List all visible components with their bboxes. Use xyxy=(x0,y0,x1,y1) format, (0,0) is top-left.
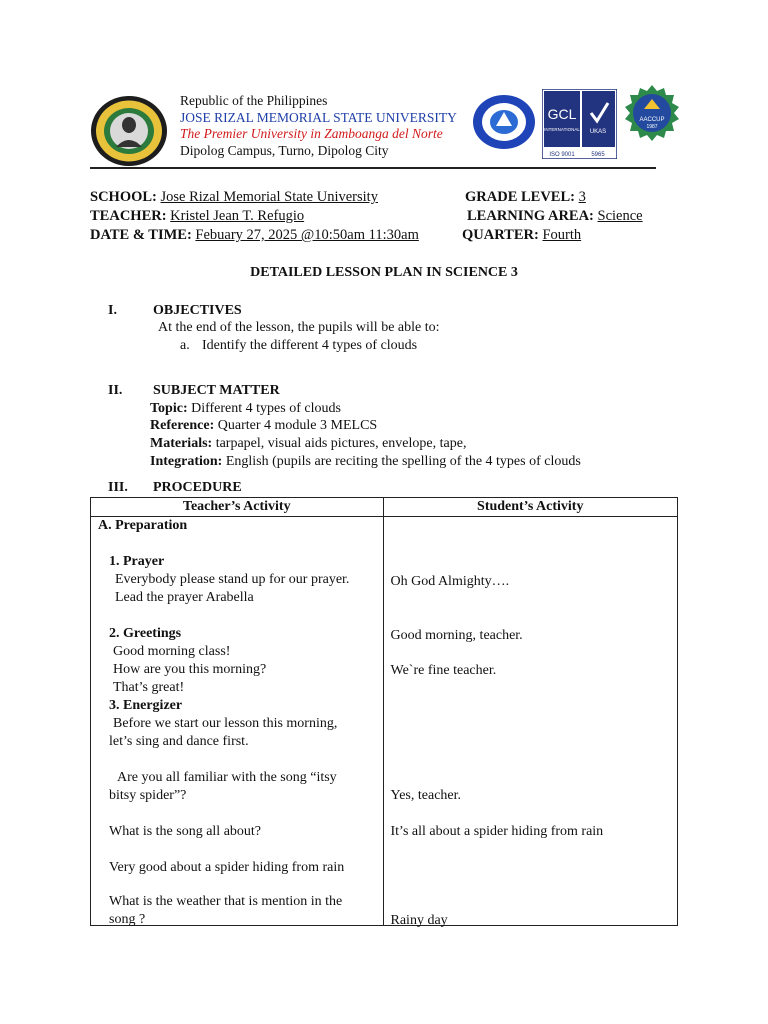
question-1-line-1: Are you all familiar with the song “itsy xyxy=(117,770,337,785)
svg-text:UKAS: UKAS xyxy=(589,129,607,135)
integration-value: English (pupils are reciting the spelling of the 4 types of clouds xyxy=(225,454,581,469)
prayer-heading: 1. Prayer xyxy=(109,554,165,569)
procedure-table-header xyxy=(91,498,678,517)
svg-text:AACCUP: AACCUP xyxy=(639,117,665,123)
quarter-row xyxy=(462,226,581,244)
objectives-intro: At the end of the lesson, the pupils will be able to: xyxy=(158,320,440,335)
letterhead-text xyxy=(180,93,457,159)
topic-label: Topic: xyxy=(150,401,188,416)
student-greeting: Good morning, teacher. xyxy=(390,628,523,643)
procedure-numeral: III. xyxy=(108,480,128,495)
energizer-line-1: Before we start our lesson this morning, xyxy=(113,716,338,731)
svg-text:INTERNATIONAL: INTERNATIONAL xyxy=(544,127,580,132)
question-1-line-2: bitsy spider”? xyxy=(109,788,187,803)
greetings-line-3: That’s great! xyxy=(113,680,185,695)
materials-value: tarpapel, visual aids pictures, envelope, tape, xyxy=(215,436,467,451)
university-tagline: The Premier University in Zamboanga del Norte xyxy=(180,126,443,141)
teacher-row xyxy=(90,207,304,225)
grade-row xyxy=(465,188,586,206)
student-fine: We`re fine teacher. xyxy=(390,663,497,678)
school-row xyxy=(90,188,378,206)
materials-label: Materials: xyxy=(150,436,213,451)
materials-line xyxy=(150,435,466,452)
greetings-line-2: How are you this morning? xyxy=(113,662,267,677)
question-4-line-2: song ? xyxy=(109,912,146,927)
university-name: JOSE RIZAL MEMORIAL STATE UNIVERSITY xyxy=(180,109,457,125)
quarter-value: Fourth xyxy=(542,227,582,243)
student-activity-header: Student’s Activity xyxy=(383,498,678,517)
grade-value: 3 xyxy=(578,189,586,205)
procedure-table xyxy=(90,497,678,926)
learning-area-row xyxy=(467,207,643,225)
subject-matter-heading: SUBJECT MATTER xyxy=(153,383,280,398)
republic-line: Republic of the Philippines xyxy=(180,93,328,108)
learning-area-label: LEARNING AREA: xyxy=(467,208,594,224)
jrmsu-seal-icon xyxy=(90,95,168,167)
integration-line xyxy=(150,453,581,470)
learning-area-value: Science xyxy=(597,208,643,224)
reference-value: Quarter 4 module 3 MELCS xyxy=(217,418,378,433)
student-prayer: Oh God Almighty…. xyxy=(390,574,510,589)
objective-item: Identify the different 4 types of clouds xyxy=(202,338,418,353)
gcl-ukas-iso9001-icon xyxy=(542,89,617,159)
energizer-line-2: let’s sing and dance first. xyxy=(109,734,249,749)
reference-line xyxy=(150,417,377,434)
question-4-line-1: What is the weather that is mention in the xyxy=(109,894,343,909)
svg-text:5965: 5965 xyxy=(591,152,605,158)
svg-text:ISO 9001: ISO 9001 xyxy=(549,152,575,158)
campus-address: Dipolog Campus, Turno, Dipolog City xyxy=(180,142,389,158)
header-divider xyxy=(90,167,656,169)
svg-text:GCL: GCL xyxy=(547,106,577,122)
student-song-about: It’s all about a spider hiding from rain xyxy=(390,824,604,839)
prayer-line-2: Lead the prayer Arabella xyxy=(115,590,254,605)
school-value: Jose Rizal Memorial State University xyxy=(160,189,378,205)
date-value: Febuary 27, 2025 @10:50am 11:30am xyxy=(195,227,419,243)
svg-text:1987: 1987 xyxy=(646,124,658,130)
objective-item-marker: a. xyxy=(180,338,190,353)
grade-label: GRADE LEVEL: xyxy=(465,189,575,205)
objectives-heading: OBJECTIVES xyxy=(153,303,242,318)
teacher-activity-header: Teacher’s Activity xyxy=(91,498,384,517)
procedure-table-row xyxy=(91,517,678,926)
greetings-heading: 2. Greetings xyxy=(109,626,182,641)
lesson-plan-title: DETAILED LESSON PLAN IN SCIENCE 3 xyxy=(250,265,518,280)
prayer-line-1: Everybody please stand up for our prayer. xyxy=(115,572,350,587)
school-label: SCHOOL: xyxy=(90,189,157,205)
greetings-line-1: Good morning class! xyxy=(113,644,231,659)
teacher-value: Kristel Jean T. Refugio xyxy=(170,208,305,224)
integration-label: Integration: xyxy=(150,454,223,469)
student-yes: Yes, teacher. xyxy=(390,788,462,803)
college-of-teacher-education-icon xyxy=(472,94,536,150)
energizer-heading: 3. Energizer xyxy=(109,698,183,713)
procedure-heading: PROCEDURE xyxy=(153,480,242,495)
topic-value: Different 4 types of clouds xyxy=(191,401,341,416)
teacher-feedback: Very good about a spider hiding from rain xyxy=(109,860,345,875)
student-activity-cell xyxy=(383,517,678,926)
topic-line xyxy=(150,400,341,417)
question-2: What is the song all about? xyxy=(109,824,262,839)
teacher-label: TEACHER: xyxy=(90,208,167,224)
reference-label: Reference: xyxy=(150,418,215,433)
quarter-label: QUARTER: xyxy=(462,227,539,243)
aaccup-icon xyxy=(624,85,680,155)
section-preparation: A. Preparation xyxy=(98,518,188,533)
student-rainy-day: Rainy day xyxy=(390,913,448,928)
teacher-activity-cell xyxy=(91,517,384,926)
subject-matter-numeral: II. xyxy=(108,383,123,398)
objectives-numeral: I. xyxy=(108,303,117,318)
date-row xyxy=(90,226,419,244)
date-label: DATE & TIME: xyxy=(90,227,192,243)
